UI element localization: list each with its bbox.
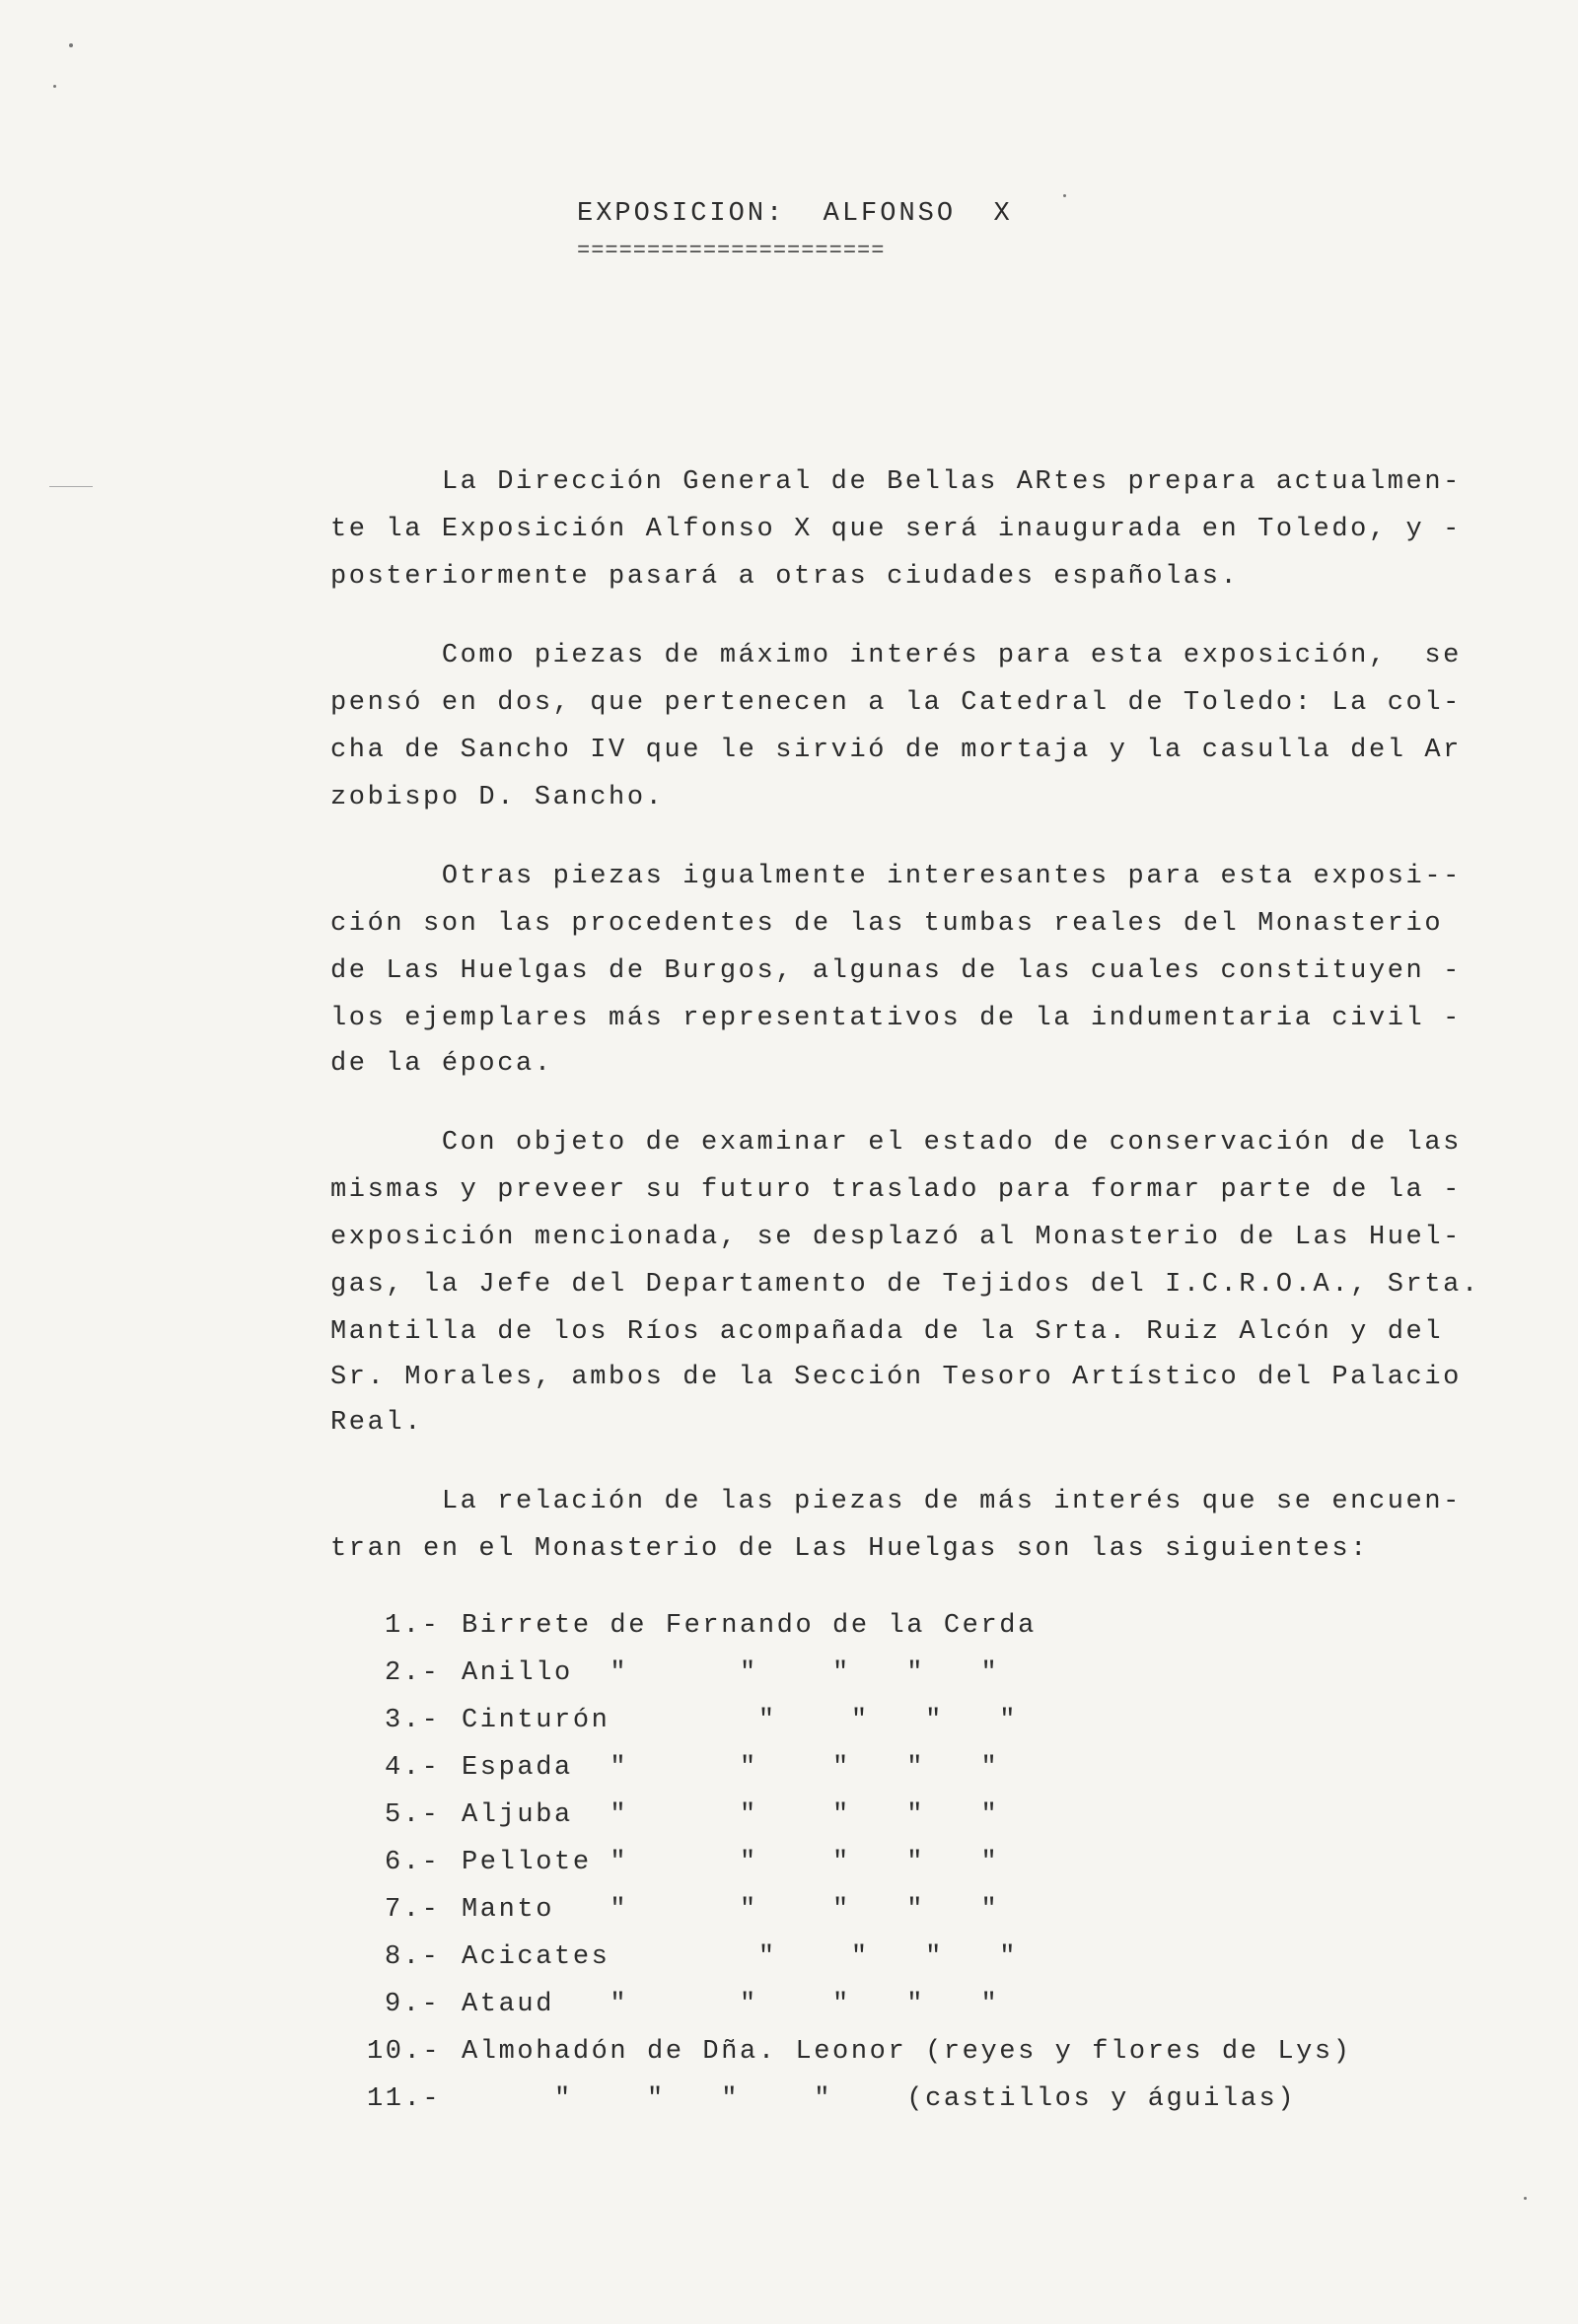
paragraph-4-line-3: exposición mencionada, se desplazó al Monasterio de Las Huel- <box>330 1223 1462 1252</box>
list-item-2-number: 2.- <box>385 1658 441 1688</box>
list-item-11-number: 11.- <box>367 2084 442 2114</box>
paragraph-4-line-7: Real. <box>330 1408 424 1438</box>
paragraph-2-line-2: pensó en dos, que pertenecen a la Catedral de Toledo: La col- <box>330 688 1462 718</box>
paragraph-3-line-1: Otras piezas igualmente interesantes para esta exposi-- <box>330 862 1462 891</box>
list-item-11-text: " " " " (castillos y águilas) <box>462 2084 1297 2114</box>
paragraph-1-line-2: te la Exposición Alfonso X que será inaugurada en Toledo, y - <box>330 515 1462 544</box>
page-speck <box>1524 2197 1527 2200</box>
paragraph-2-line-3: cha de Sancho IV que le sirvió de mortaja y la casulla del Ar <box>330 736 1462 765</box>
paragraph-4-line-5: Mantilla de los Ríos acompañada de la Srta. Ruiz Alcón y del <box>330 1317 1444 1347</box>
paragraph-1-line-3: posteriormente pasará a otras ciudades españolas. <box>330 562 1240 592</box>
list-item-10-number: 10.- <box>367 2037 442 2067</box>
list-item-8-number: 8.- <box>385 1942 441 1972</box>
list-item-8-text: Acicates " " " " <box>462 1942 1019 1972</box>
paragraph-3-line-5: de la época. <box>330 1049 553 1079</box>
list-item-5-number: 5.- <box>385 1800 441 1830</box>
paragraph-2-line-4: zobispo D. Sancho. <box>330 783 665 812</box>
list-item-7-text: Manto " " " " " <box>462 1895 1000 1925</box>
list-item-3-number: 3.- <box>385 1706 441 1735</box>
paragraph-4-line-1: Con objeto de examinar el estado de conservación de las <box>330 1128 1462 1158</box>
page-speck <box>1063 194 1066 197</box>
paragraph-3-line-3: de Las Huelgas de Burgos, algunas de las cuales constituyen - <box>330 956 1462 986</box>
margin-mark <box>49 486 93 487</box>
list-item-6-text: Pellote " " " " " <box>462 1848 1000 1877</box>
list-item-6-number: 6.- <box>385 1848 441 1877</box>
title-underline: ====================== <box>577 239 886 263</box>
list-item-4-number: 4.- <box>385 1753 441 1783</box>
list-item-2-text: Anillo " " " " " <box>462 1658 1000 1688</box>
paragraph-4-line-6: Sr. Morales, ambos de la Sección Tesoro Artístico del Palacio <box>330 1363 1462 1392</box>
list-item-9-number: 9.- <box>385 1990 441 2019</box>
list-item-1-text: Birrete de Fernando de la Cerda <box>462 1611 1037 1641</box>
paragraph-3-line-4: los ejemplares más representativos de la indumentaria civil - <box>330 1004 1462 1033</box>
paragraph-5-line-1: La relación de las piezas de más interés que se encuen- <box>330 1487 1462 1516</box>
paragraph-3-line-2: ción son las procedentes de las tumbas reales del Monasterio <box>330 909 1444 939</box>
list-item-10-text: Almohadón de Dña. Leonor (reyes y flores de Lys) <box>462 2037 1352 2067</box>
page-speck <box>69 43 73 47</box>
paragraph-5-line-2: tran en el Monasterio de Las Huelgas son las siguientes: <box>330 1534 1369 1564</box>
paragraph-4-line-4: gas, la Jefe del Departamento de Tejidos del I.C.R.O.A., Srta. <box>330 1270 1480 1300</box>
list-item-4-text: Espada " " " " " <box>462 1753 1000 1783</box>
document-title: EXPOSICION: ALFONSO X <box>577 199 1013 229</box>
paragraph-2-line-1: Como piezas de máximo interés para esta exposición, se <box>330 641 1462 670</box>
list-item-3-text: Cinturón " " " " <box>462 1706 1019 1735</box>
list-item-7-number: 7.- <box>385 1895 441 1925</box>
paragraph-1-line-1: La Dirección General de Bellas ARtes prepara actualmen- <box>330 467 1462 497</box>
list-item-1-number: 1.- <box>385 1611 441 1641</box>
paragraph-4-line-2: mismas y preveer su futuro traslado para formar parte de la - <box>330 1175 1462 1205</box>
list-item-5-text: Aljuba " " " " " <box>462 1800 1000 1830</box>
page-speck <box>53 85 56 88</box>
list-item-9-text: Ataud " " " " " <box>462 1990 1000 2019</box>
